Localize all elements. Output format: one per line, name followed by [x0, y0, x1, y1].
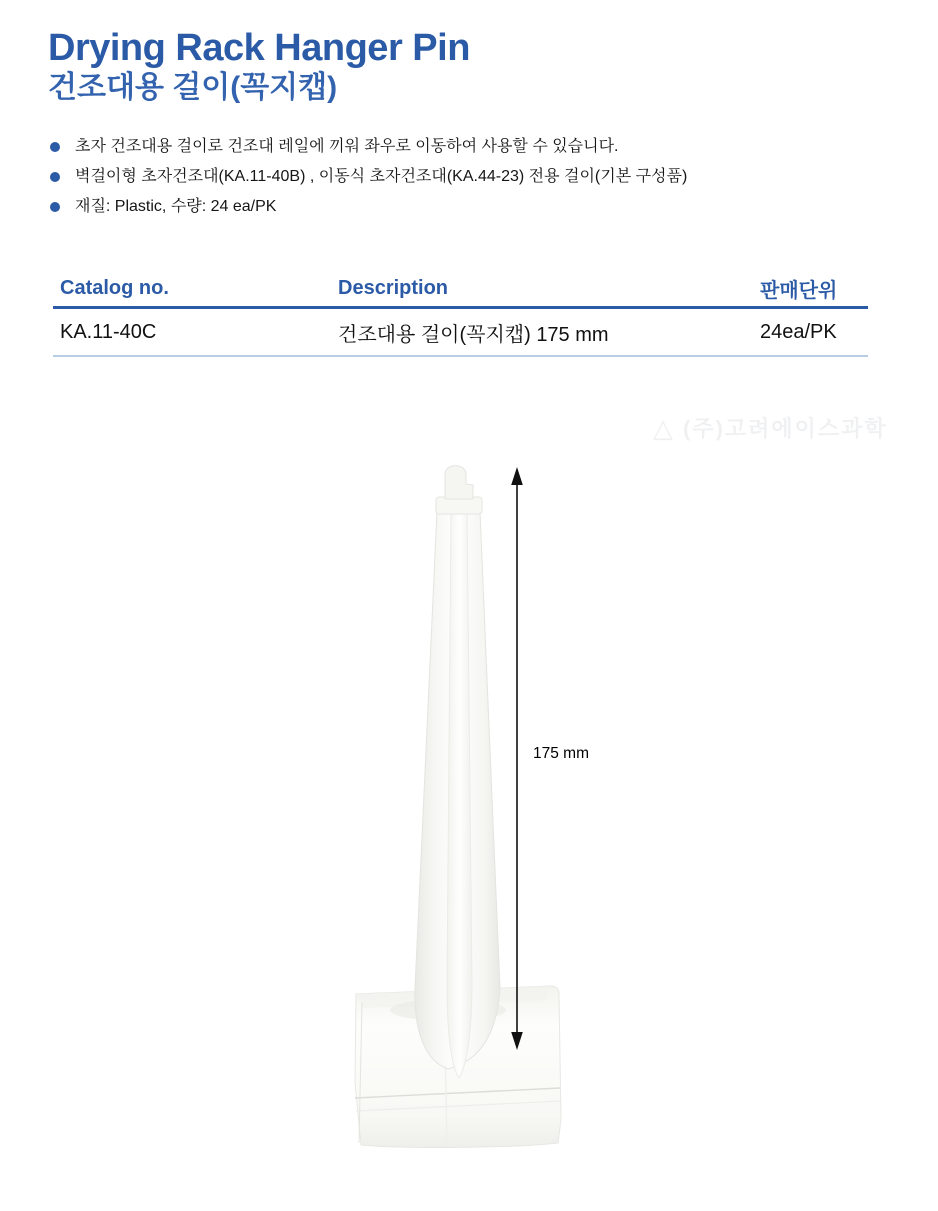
feature-item	[48, 132, 687, 162]
col-header-description: Description	[338, 276, 449, 299]
catalog-table	[53, 262, 868, 357]
product-figure	[280, 410, 620, 1170]
watermark-logo-icon: △	[653, 412, 675, 443]
feature-text: 벽걸이형 초자건조대(KA.11-40B) , 이동식 초자건조대(KA.44-23) 전용 걸이(기본 구성품)	[75, 168, 688, 185]
pin-top-nub	[445, 466, 473, 499]
pin-ridge	[447, 512, 472, 1078]
table-header-row	[53, 262, 868, 306]
dimension-arrow	[511, 467, 523, 1050]
feature-item	[48, 192, 687, 222]
bullet-icon	[50, 202, 60, 212]
page-subtitle: 건조대용 걸이(꼭지캡)	[48, 71, 338, 104]
table-row	[53, 309, 868, 355]
cell-catalog-no: KA.11-40C	[60, 320, 157, 343]
pin-collar	[436, 497, 482, 514]
watermark	[653, 412, 888, 443]
cell-description: 건조대용 걸이(꼭지캡) 175 mm	[338, 323, 609, 346]
bullet-icon	[50, 172, 60, 182]
feature-list	[48, 132, 687, 222]
bullet-icon	[50, 142, 60, 152]
table-bottom-rule	[53, 355, 868, 357]
cell-unit: 24ea/PK	[760, 320, 837, 343]
col-header-unit: 판매단위	[760, 279, 838, 302]
doc-header	[48, 26, 470, 106]
dimension-label: 175 mm	[533, 745, 589, 762]
feature-item	[48, 162, 687, 192]
col-header-catalog: Catalog no.	[60, 276, 169, 299]
page-title: Drying Rack Hanger Pin	[48, 27, 470, 69]
feature-text: 재질: Plastic, 수량: 24 ea/PK	[75, 198, 277, 215]
feature-text: 초자 건조대용 걸이로 건조대 레일에 끼워 좌우로 이동하여 사용할 수 있습니다.	[75, 138, 619, 155]
watermark-text: (주)고려에이스과학	[683, 416, 888, 441]
